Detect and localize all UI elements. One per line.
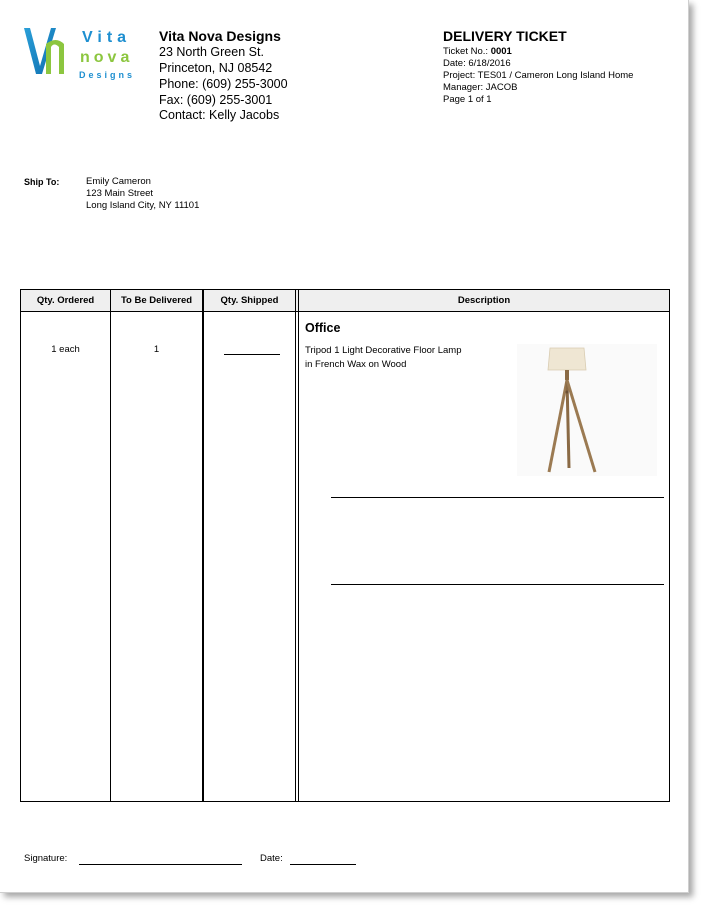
ticket-number-label: Ticket No.:: [443, 46, 491, 57]
logo-word-designs: Designs: [79, 70, 136, 80]
column-divider: [110, 290, 111, 801]
company-address2: Princeton, NJ 08542: [159, 61, 273, 75]
company-logo: [22, 22, 152, 84]
item-description: Tripod 1 Light Decorative Floor Lamp in French Wax on Wood: [305, 345, 462, 370]
logo-word-vita: Vita: [82, 29, 132, 46]
to-be-delivered-value: 1: [153, 344, 160, 355]
company-address1: 23 North Green St.: [159, 45, 264, 59]
ticket-manager: Manager: JACOB: [443, 82, 518, 93]
logo-word-nova: nova: [80, 49, 134, 66]
ticket-info: [443, 46, 633, 106]
qty-shipped-blank[interactable]: [224, 354, 280, 355]
ship-to-address: [86, 176, 199, 212]
header-description: Description: [457, 295, 511, 306]
company-contact: Contact: Kelly Jacobs: [159, 108, 280, 122]
ticket-number: [443, 46, 633, 58]
ship-to-street: 123 Main Street: [86, 188, 154, 199]
ticket-project: Project: TES01 / Cameron Long Island Home: [443, 70, 634, 81]
ship-to-label: Ship To:: [24, 177, 60, 187]
column-divider: [298, 290, 299, 801]
date-label: Date:: [260, 853, 283, 864]
company-fax: Fax: (609) 255-3001: [159, 93, 273, 107]
column-divider: [295, 290, 296, 801]
company-phone: Phone: (609) 255-3000: [159, 77, 288, 91]
ticket-number-value: 0001: [490, 46, 512, 57]
components-rule: [331, 584, 664, 585]
column-divider: [202, 290, 204, 801]
components-rule: [331, 497, 664, 498]
signature-label: Signature:: [24, 853, 68, 864]
ticket-page: Page 1 of 1: [443, 94, 492, 105]
company-name: Vita Nova Designs: [159, 28, 281, 44]
header-qty-shipped: Qty. Shipped: [220, 295, 279, 306]
table-header: [21, 290, 669, 312]
ticket-title: DELIVERY TICKET: [443, 28, 567, 44]
ship-to-city: Long Island City, NY 11101: [86, 200, 200, 211]
header-to-be-delivered: To Be Delivered: [120, 295, 193, 306]
qty-ordered-value: 1 each: [51, 344, 80, 355]
items-table: [20, 289, 670, 802]
lamp-product-image: [517, 344, 657, 476]
room-section-title: Office: [305, 321, 341, 335]
ticket-date: Date: 6/18/2016: [443, 58, 511, 69]
header-qty-ordered: Qty. Ordered: [36, 295, 95, 306]
date-line[interactable]: [290, 864, 356, 865]
ship-to-name: Emily Cameron: [86, 176, 151, 187]
signature-line[interactable]: [79, 864, 242, 865]
